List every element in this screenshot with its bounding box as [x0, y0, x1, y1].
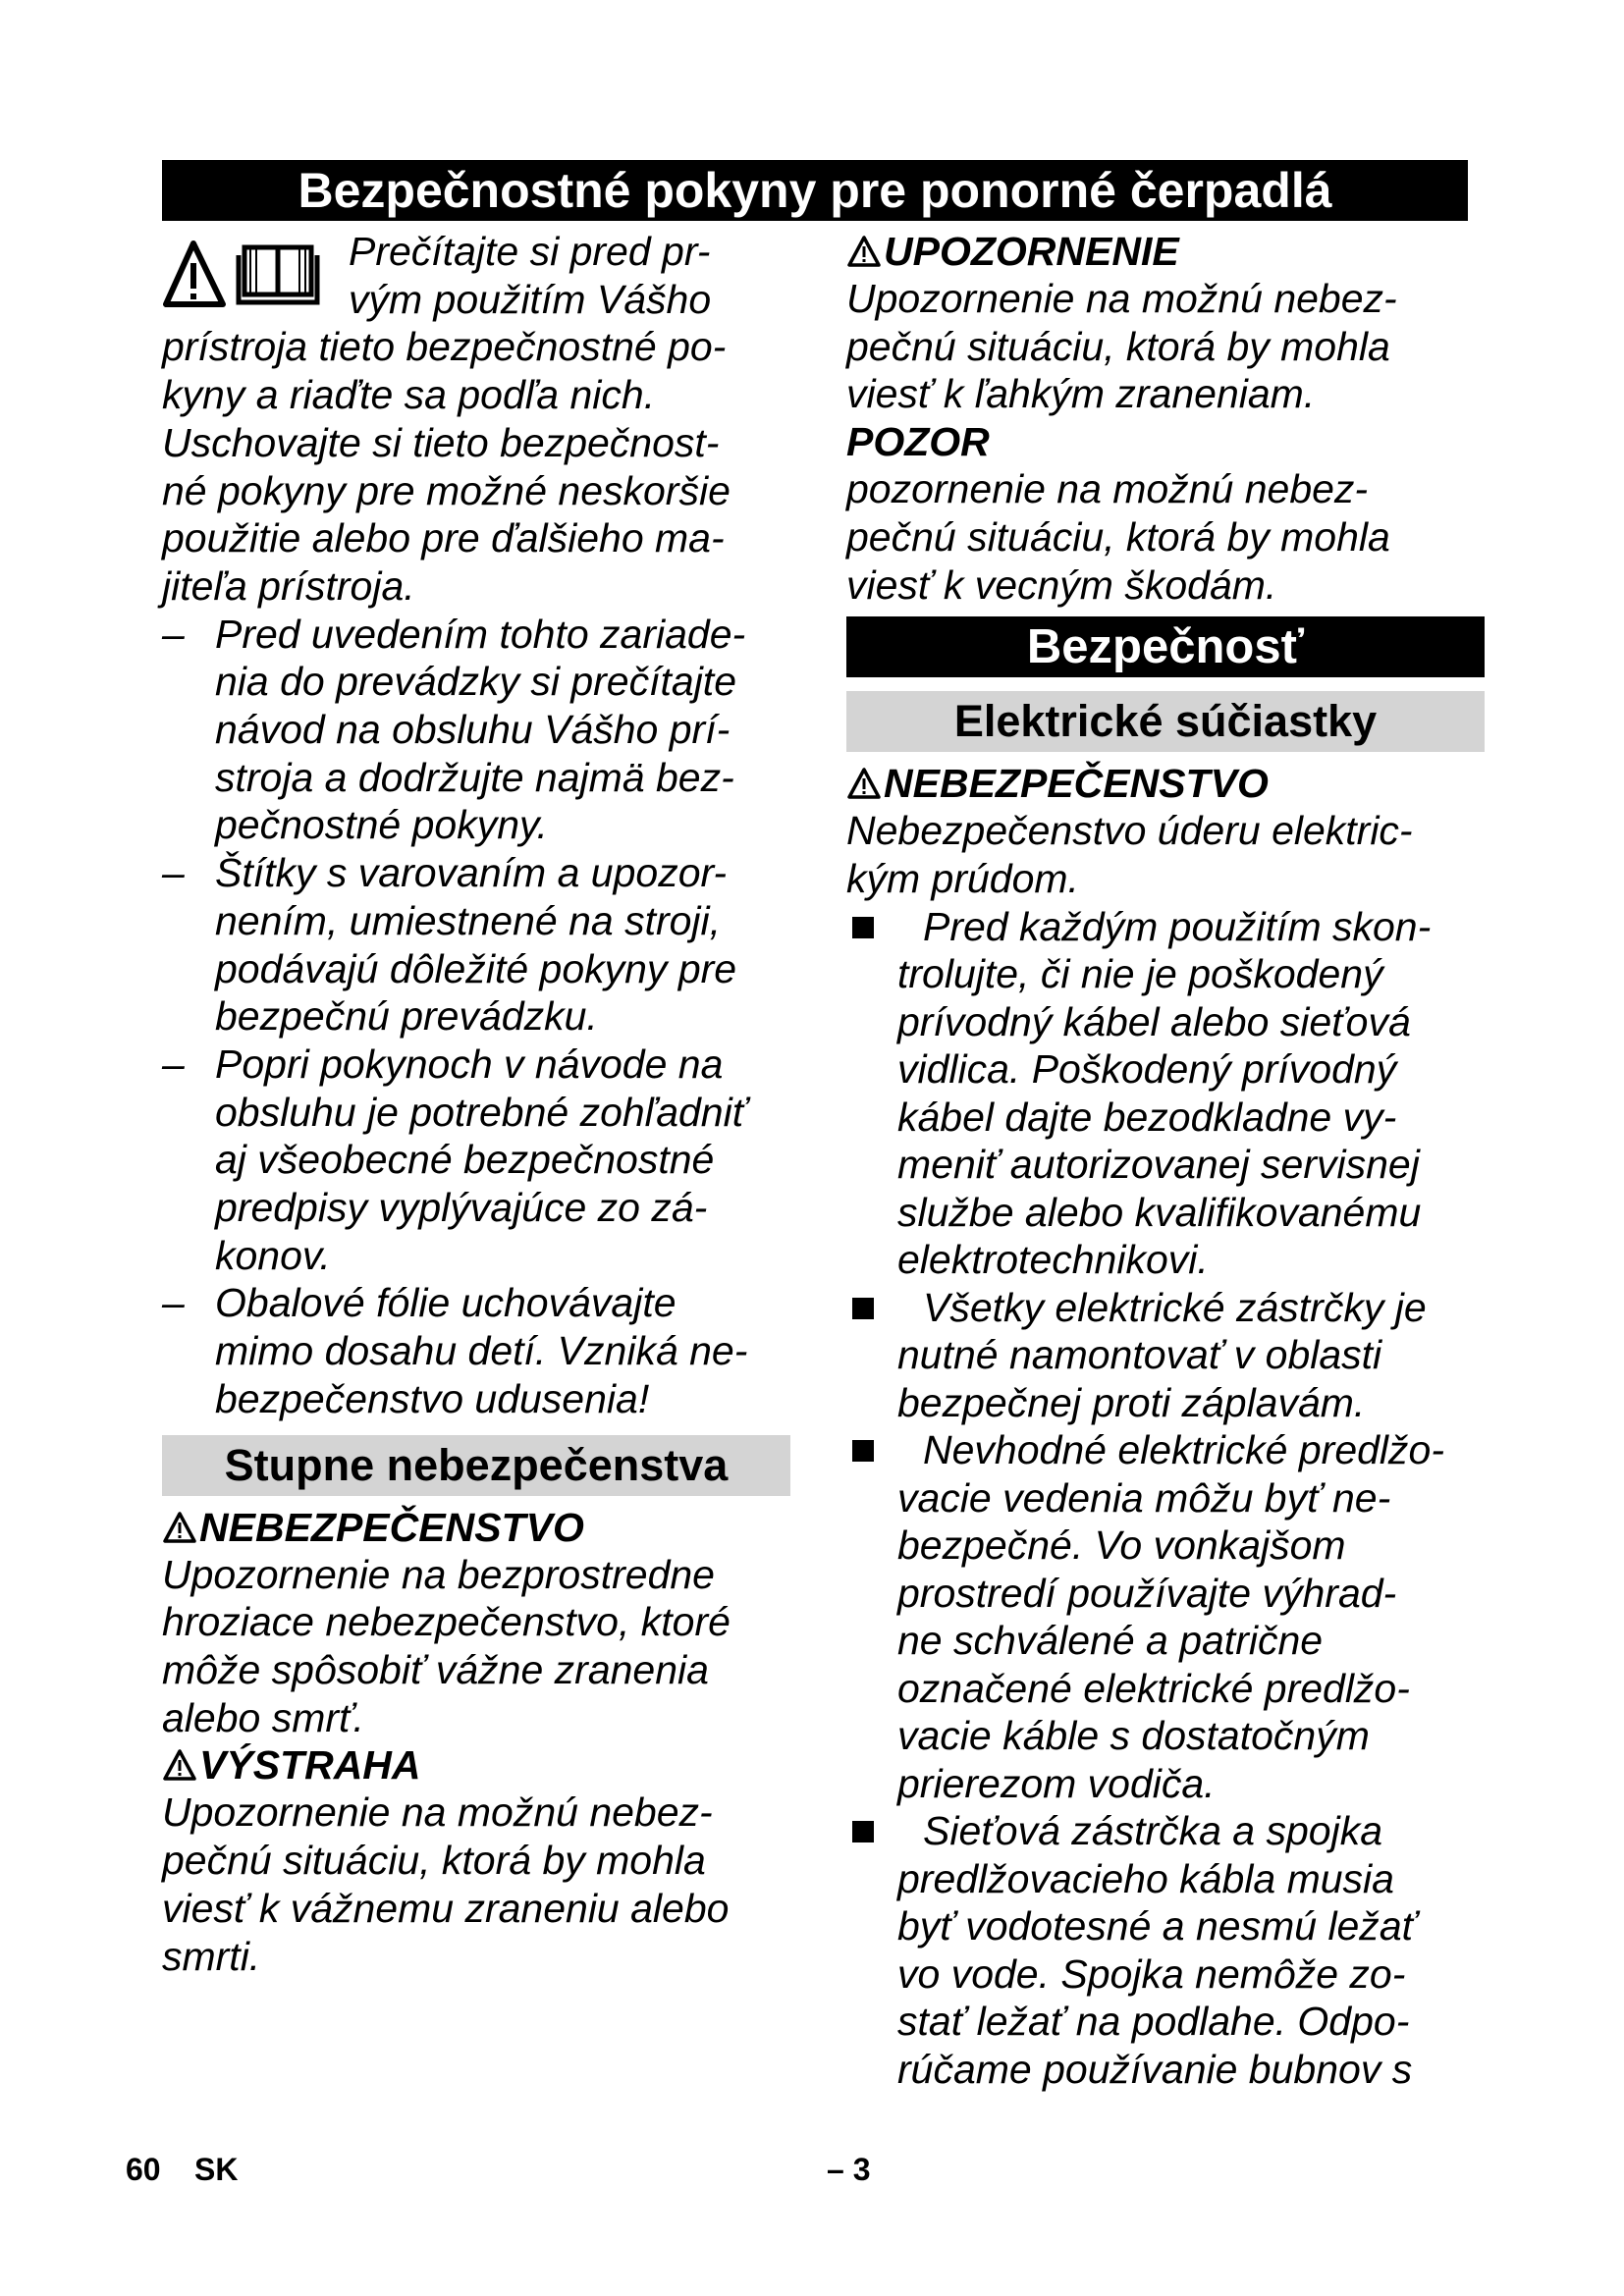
safety-symbols [162, 240, 339, 308]
intro-text: prístroja tieto bezpečnostné po- kyny a riaďte sa podľa nich. Uschovajte si tieto bezpečnost- né pokyny pre možné neskoršie použitie alebo pre ďalšieho ma- jiteľa prístroja. [162, 324, 731, 609]
bullet-square-icon [852, 1298, 874, 1319]
section-heading-hazard-levels: Stupne nebezpečenstva [162, 1435, 790, 1496]
language-code: SK [194, 2152, 239, 2187]
sub-page-number: – 3 [827, 2152, 871, 2187]
notice-label: POZOR [846, 419, 990, 465]
list-item-text: trolujte, či nie je poškodený prívodný kábel alebo sieťová vidlica. Poškodený prívodný kábel dajte bezodkladne vy- meniť autorizovanej servisnej službe alebo kvalifikovanému elektrotechnikovi. [897, 951, 1422, 1283]
danger-description: Upozornenie na bezprostredne hroziace nebezpečenstvo, ktoré môže spôsobiť vážne zranenia alebo smrť. [162, 1551, 731, 1740]
danger-label: NEBEZPEČENSTVO [199, 1504, 584, 1550]
page-number: 60 [126, 2152, 161, 2187]
page-title: Bezpečnostné pokyny pre ponorné čerpadlá [162, 160, 1468, 221]
list-item-first-line: Pred každým použitím skon- [923, 903, 1432, 949]
warning-label: VÝSTRAHA [199, 1742, 421, 1789]
list-item-first-line: Sieťová zástrčka a spojka [923, 1808, 1383, 1854]
warning-triangle-icon [162, 1511, 197, 1544]
right-column [846, 228, 1485, 2093]
bullet-square-icon [852, 917, 874, 938]
list-item [846, 903, 1485, 1284]
list-item-text: Obalové fólie uchovávajte mimo dosahu detí. Vzniká ne- bezpečenstvo udusenia! [215, 1280, 748, 1421]
list-item-text: Štítky s varovaním a upozor- nením, umiestnené na stroji, podávajú dôležité pokyny pre bezpečnú prevádzku. [215, 850, 737, 1040]
intro-block [162, 228, 790, 611]
caution-label: UPOZORNENIE [884, 229, 1179, 274]
danger-description: Nebezpečenstvo úderu elektric- kým prúdom. [846, 808, 1413, 901]
warning-triangle-icon [846, 235, 882, 268]
notice-description: pozornenie na možnú nebez- pečnú situáciu, ktorá by mohla viesť k vecným škodám. [846, 466, 1390, 608]
dash-marker: – [162, 611, 185, 657]
dash-marker: – [162, 1280, 185, 1326]
section-heading-safety: Bezpečnosť [846, 616, 1485, 677]
list-item-text: Popri pokynoch v návode na obsluhu je potrebné zohľadniť aj všeobecné bezpečnostné predpisy vyplývajúce zo zá- konov. [215, 1041, 747, 1278]
dash-marker: – [162, 1041, 185, 1087]
warning-triangle-icon [162, 1748, 197, 1782]
subsection-heading-electrical: Elektrické súčiastky [846, 691, 1485, 752]
danger-label: NEBEZPEČENSTVO [884, 761, 1269, 807]
caution-description: Upozornenie na možnú nebez- pečnú situáciu, ktorá by mohla viesť k ľahkým zraneniam. [846, 276, 1397, 417]
dash-marker: – [162, 850, 185, 896]
list-item [846, 1807, 1485, 2093]
bullet-list [846, 903, 1485, 2094]
list-item-text: predlžovacieho kábla musia byť vodotesné a nesmú ležať vo vode. Spojka nemôže zo- stať ležať na podlahe. Odpo- rúčame používanie bubnov s [897, 1855, 1417, 2092]
warning-triangle-icon [166, 243, 223, 304]
dash-list [162, 611, 790, 1423]
list-item-text: Pred uvedením tohto zariade- nia do prevádzky si prečítajte návod na obsluhu Vášho prí- stroja a dodržujte najmä bez- pečnostné pokyny. [215, 611, 746, 848]
bullet-square-icon [852, 1821, 874, 1842]
notice-signal-word [846, 418, 1485, 465]
left-column [162, 228, 790, 1980]
list-item-text: vacie vedenia môžu byť ne- bezpečné. Vo vonkajšom prostredí používajte výhrad- ne schválené a patrične označené elektrické predlžo- vacie káble s dostatočným prierezom vodiča. [897, 1474, 1410, 1806]
caution-signal-word [846, 228, 1485, 275]
warning-description: Upozornenie na možnú nebez- pečnú situáciu, ktorá by mohla viesť k vážnemu zraneniu alebo smrti. [162, 1789, 730, 1979]
warning-triangle-icon [846, 767, 882, 800]
list-item [846, 1284, 1485, 1427]
danger-signal-word [162, 1504, 790, 1551]
list-item [846, 1426, 1485, 1807]
list-item-first-line: Nevhodné elektrické predlžo- [923, 1427, 1444, 1473]
manual-book-icon [239, 247, 317, 302]
warning-signal-word [162, 1741, 790, 1789]
list-item-first-line: Všetky elektrické zástrčky je [923, 1284, 1427, 1330]
danger-signal-word [846, 760, 1485, 807]
list-item [162, 849, 790, 1041]
list-item [162, 1279, 790, 1422]
list-item [162, 1041, 790, 1280]
list-item-text: nutné namontovať v oblasti bezpečnej proti záplavám. [897, 1332, 1382, 1425]
intro-text-first: Prečítajte si pred pr- vým použitím Vášho [349, 229, 712, 322]
list-item [162, 611, 790, 850]
bullet-square-icon [852, 1440, 874, 1462]
